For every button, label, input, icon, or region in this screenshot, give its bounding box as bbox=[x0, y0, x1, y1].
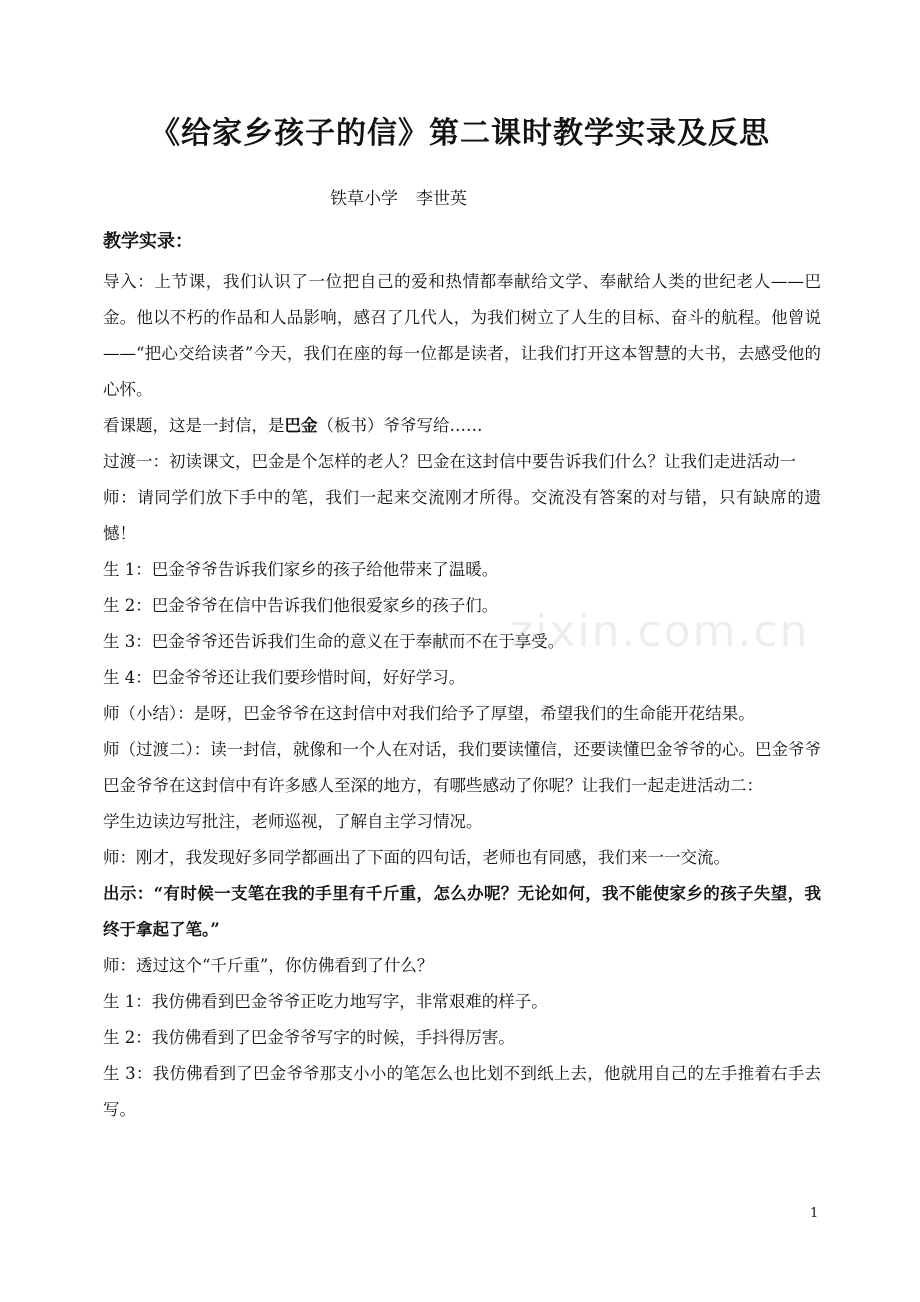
paragraph: 师：刚才，我发现好多同学都画出了下面的四句话，老师也有同感，我们来一一交流。 bbox=[103, 848, 730, 867]
watermark: zixin.com.cn bbox=[510, 606, 810, 657]
paragraph: 生 4：巴金爷爷还让我们要珍惜时间，好好学习。 bbox=[103, 668, 466, 687]
paragraph: 师（小结）：是呀，巴金爷爷在这封信中对我们给予了厚望，希望我们的生命能开花结果。 bbox=[103, 704, 755, 723]
paragraph: 生 2：我仿佛看到了巴金爷爷写字的时候，手抖得厉害。 bbox=[103, 1028, 515, 1047]
school-name: 铁草小学 bbox=[330, 189, 398, 209]
paragraph: 过渡一：初读课文，巴金是个怎样的老人？巴金在这封信中要告诉我们什么？让我们走进活动一 bbox=[103, 452, 796, 471]
bold-name: 巴金 bbox=[284, 416, 318, 435]
document-body bbox=[103, 264, 821, 1128]
byline bbox=[330, 186, 467, 212]
quoted-passage: 出示：“有时候一支笔在我的手里有千斤重，怎么办呢？无论如何，我不能使家乡的孩子失望，我终于拿起了笔。” bbox=[103, 884, 821, 939]
paragraph: 师（过渡二）：读一封信，就像和一个人在对话，我们要读懂信，还要读懂巴金爷爷的心。巴金爷爷巴金爷爷在这封信中有许多感人至深的地方，有哪些感动了你呢？让我们一起走进活动二： bbox=[103, 740, 821, 795]
paragraph: 生 2：巴金爷爷在信中告诉我们他很爱家乡的孩子们。 bbox=[103, 596, 499, 615]
paragraph-text: 看课题，这是一封信，是 bbox=[103, 416, 285, 435]
document-title: 《给家乡孩子的信》第二课时教学实录及反思 bbox=[150, 116, 770, 151]
section-heading: 教学实录： bbox=[103, 231, 193, 252]
paragraph bbox=[103, 408, 821, 444]
paragraph: 生 1：我仿佛看到巴金爷爷正吃力地写字，非常艰难的样子。 bbox=[103, 992, 548, 1011]
paragraph: 生 3：巴金爷爷还告诉我们生命的意义在于奉献而不在于享受。 bbox=[103, 632, 565, 651]
paragraph: 导入：上节课，我们认识了一位把自己的爱和热情都奉献给文学、奉献给人类的世纪老人——巴金。他以不朽的作品和人品影响，感召了几代人，为我们树立了人生的目标、奋斗的航程。他曾说——“把心交给读者”今天，我们在座的每一位都是读者，让我们打开这本智慧的大书，去感受他的心怀。 bbox=[103, 272, 821, 399]
paragraph: 学生边读边写批注，老师巡视，了解自主学习情况。 bbox=[103, 812, 483, 831]
paragraph: 师：请同学们放下手中的笔，我们一起来交流刚才所得。交流没有答案的对与错，只有缺席的遗憾！ bbox=[103, 488, 821, 543]
paragraph: 生 1：巴金爷爷告诉我们家乡的孩子给他带来了温暖。 bbox=[103, 560, 499, 579]
paragraph: 师：透过这个“千斤重”，你仿佛看到了什么？ bbox=[103, 956, 434, 975]
page-number: 1 bbox=[810, 1206, 819, 1221]
author-name: 李世英 bbox=[416, 189, 467, 209]
paragraph: 生 3：我仿佛看到了巴金爷爷那支小小的笔怎么也比划不到纸上去，他就用自己的左手推着右手去写。 bbox=[103, 1064, 821, 1119]
paragraph-text: （板书）爷爷写给…… bbox=[317, 416, 483, 435]
